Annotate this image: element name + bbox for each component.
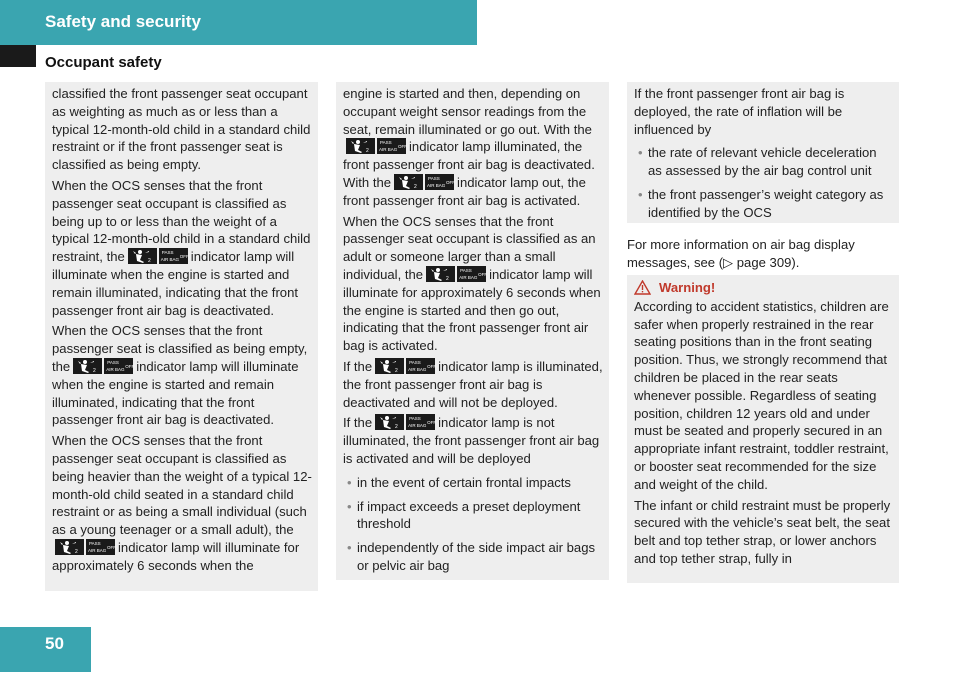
svg-text:2: 2 (366, 148, 369, 154)
paragraph: According to accident statistics, children are safer when properly restrained in the rear seating positions than in the front seating position. Thus, we strongly recommend that children be placed in the rear seats whenever possible. Regardless of seating position, children 12 years old and under must be seated and properly secured in an appropriate infant restraint, toddler restraint, or booster seat recommended for the size and weight of the child. (634, 298, 889, 492)
pass-airbag-off-indicator-icon: 2 PASS AIR BAG OFF (394, 174, 454, 190)
svg-text:2: 2 (395, 367, 398, 373)
svg-text:2: 2 (147, 258, 151, 264)
section-title: Safety and security (45, 12, 201, 31)
bullet-item: • the front passenger’s weight category as identified by the OCS (634, 186, 893, 222)
bullet-item: • in the event of certain frontal impacts (343, 474, 603, 492)
paragraph: When the OCS senses that the front passenger seat is classified as being empty, the 2 PASS AIR BAG OFF indicator lamp will illuminate when the engine is started and remain illuminated, indicating that the front passenger front air bag is deactivated. (52, 323, 308, 428)
page-number: 50 (45, 634, 64, 653)
svg-text:2: 2 (75, 548, 78, 554)
paragraph: If the 2 PASS AIR BAG OFF indicator lamp is not illuminated, the front passenger front air bag is activated and will be deployed (343, 415, 600, 466)
warning-triangle-icon (634, 280, 651, 295)
pass-airbag-off-indicator-icon: 2 PASS AIR BAG OFF (375, 358, 435, 374)
paragraph: engine is started and then, depending on occupant weight sensor readings from the seat, remain illuminated or go out. With the 2 PASS AIR BAG OFF indicator lamp illuminated, the front passenger front air bag is deactivated. With the 2 PASS AIR BAG OFF indicator lamp out, the front passenger front air bag is activated. (343, 86, 595, 208)
paragraph: When the OCS senses that the front passenger seat occupant is classified as being heavier than the weight of a typical 12-month-old child seated in a standard child restraint or as being a small individual (such as a young teenager or a small adult), the 2 PASS AIR BAG OFF indicator lamp will illuminate for approximately 6 seconds when the (52, 433, 312, 573)
pass-airbag-off-indicator-icon: 2 PASS AIR BAG OFF (375, 414, 435, 430)
svg-text:2: 2 (93, 367, 96, 373)
paragraph: If the front passenger front air bag is deployed, the rate of inflation will be influenced by (634, 86, 845, 137)
paragraph: When the OCS senses that the front passenger seat occupant is classified as being up to or less than the weight of a typical 12-month-old child in a standard child restraint, the 2 PASS AIR BAG OFF indicator lamp will illuminate when the engine is started and remain illuminated, indicating that the front passenger front air bag is deactivated. (52, 177, 311, 318)
svg-text:2: 2 (414, 183, 417, 189)
bullet-item: • independently of the side impact air bags or pelvic air bag (343, 539, 603, 575)
paragraph: When the OCS senses that the front passenger seat occupant is classified as an adult or someone larger than a small individual, the 2 PASS AIR BAG OFF indicator lamp will illuminate for approximately 6 seconds when the engine is started and then go out, indicating that the front passenger front air bag is activated. (343, 213, 601, 354)
column-3-info (627, 82, 899, 223)
paragraph: If the 2 PASS AIR BAG OFF indicator lamp is illuminated, the front passenger front air bag is deactivated and will not be deployed. (343, 358, 603, 410)
svg-text:2: 2 (446, 275, 449, 281)
more-info-text: For more information on air bag display messages, see (▷ page 309). (627, 237, 855, 270)
pass-airbag-off-indicator-icon: 2 PASS AIR BAG OFF (73, 358, 133, 374)
pass-airbag-off-indicator-icon: 2 PASS AIR BAG OFF (128, 248, 188, 264)
warning-box (627, 275, 899, 583)
pass-airbag-off-indicator-icon: 2 PASS AIR BAG OFF (346, 138, 406, 154)
column-1 (45, 82, 318, 591)
pass-airbag-off-indicator-icon: 2 PASS AIR BAG OFF (55, 539, 115, 555)
bullet-item: • if impact exceeds a preset deployment threshold (343, 498, 603, 534)
section-marker (0, 45, 36, 67)
svg-text:2: 2 (395, 424, 398, 430)
bullet-item: • the rate of relevant vehicle deceleration as assessed by the air bag control unit (634, 144, 893, 180)
warning-heading: Warning! (634, 279, 893, 297)
paragraph: classified the front passenger seat occupant as weighting as much as or less than a typical 12-month-old child in a standard child restraint or if the front passenger seat is classified as being empty. (52, 86, 311, 173)
paragraph: The infant or child restraint must be properly secured with the vehicle’s seat belt, the seat belt and top tether strap, or lower anchors and top tether strap, fully in (634, 497, 891, 566)
page-subtitle: Occupant safety (45, 54, 162, 71)
pass-airbag-off-indicator-icon: 2 PASS AIR BAG OFF (426, 266, 486, 282)
column-2 (336, 82, 609, 580)
